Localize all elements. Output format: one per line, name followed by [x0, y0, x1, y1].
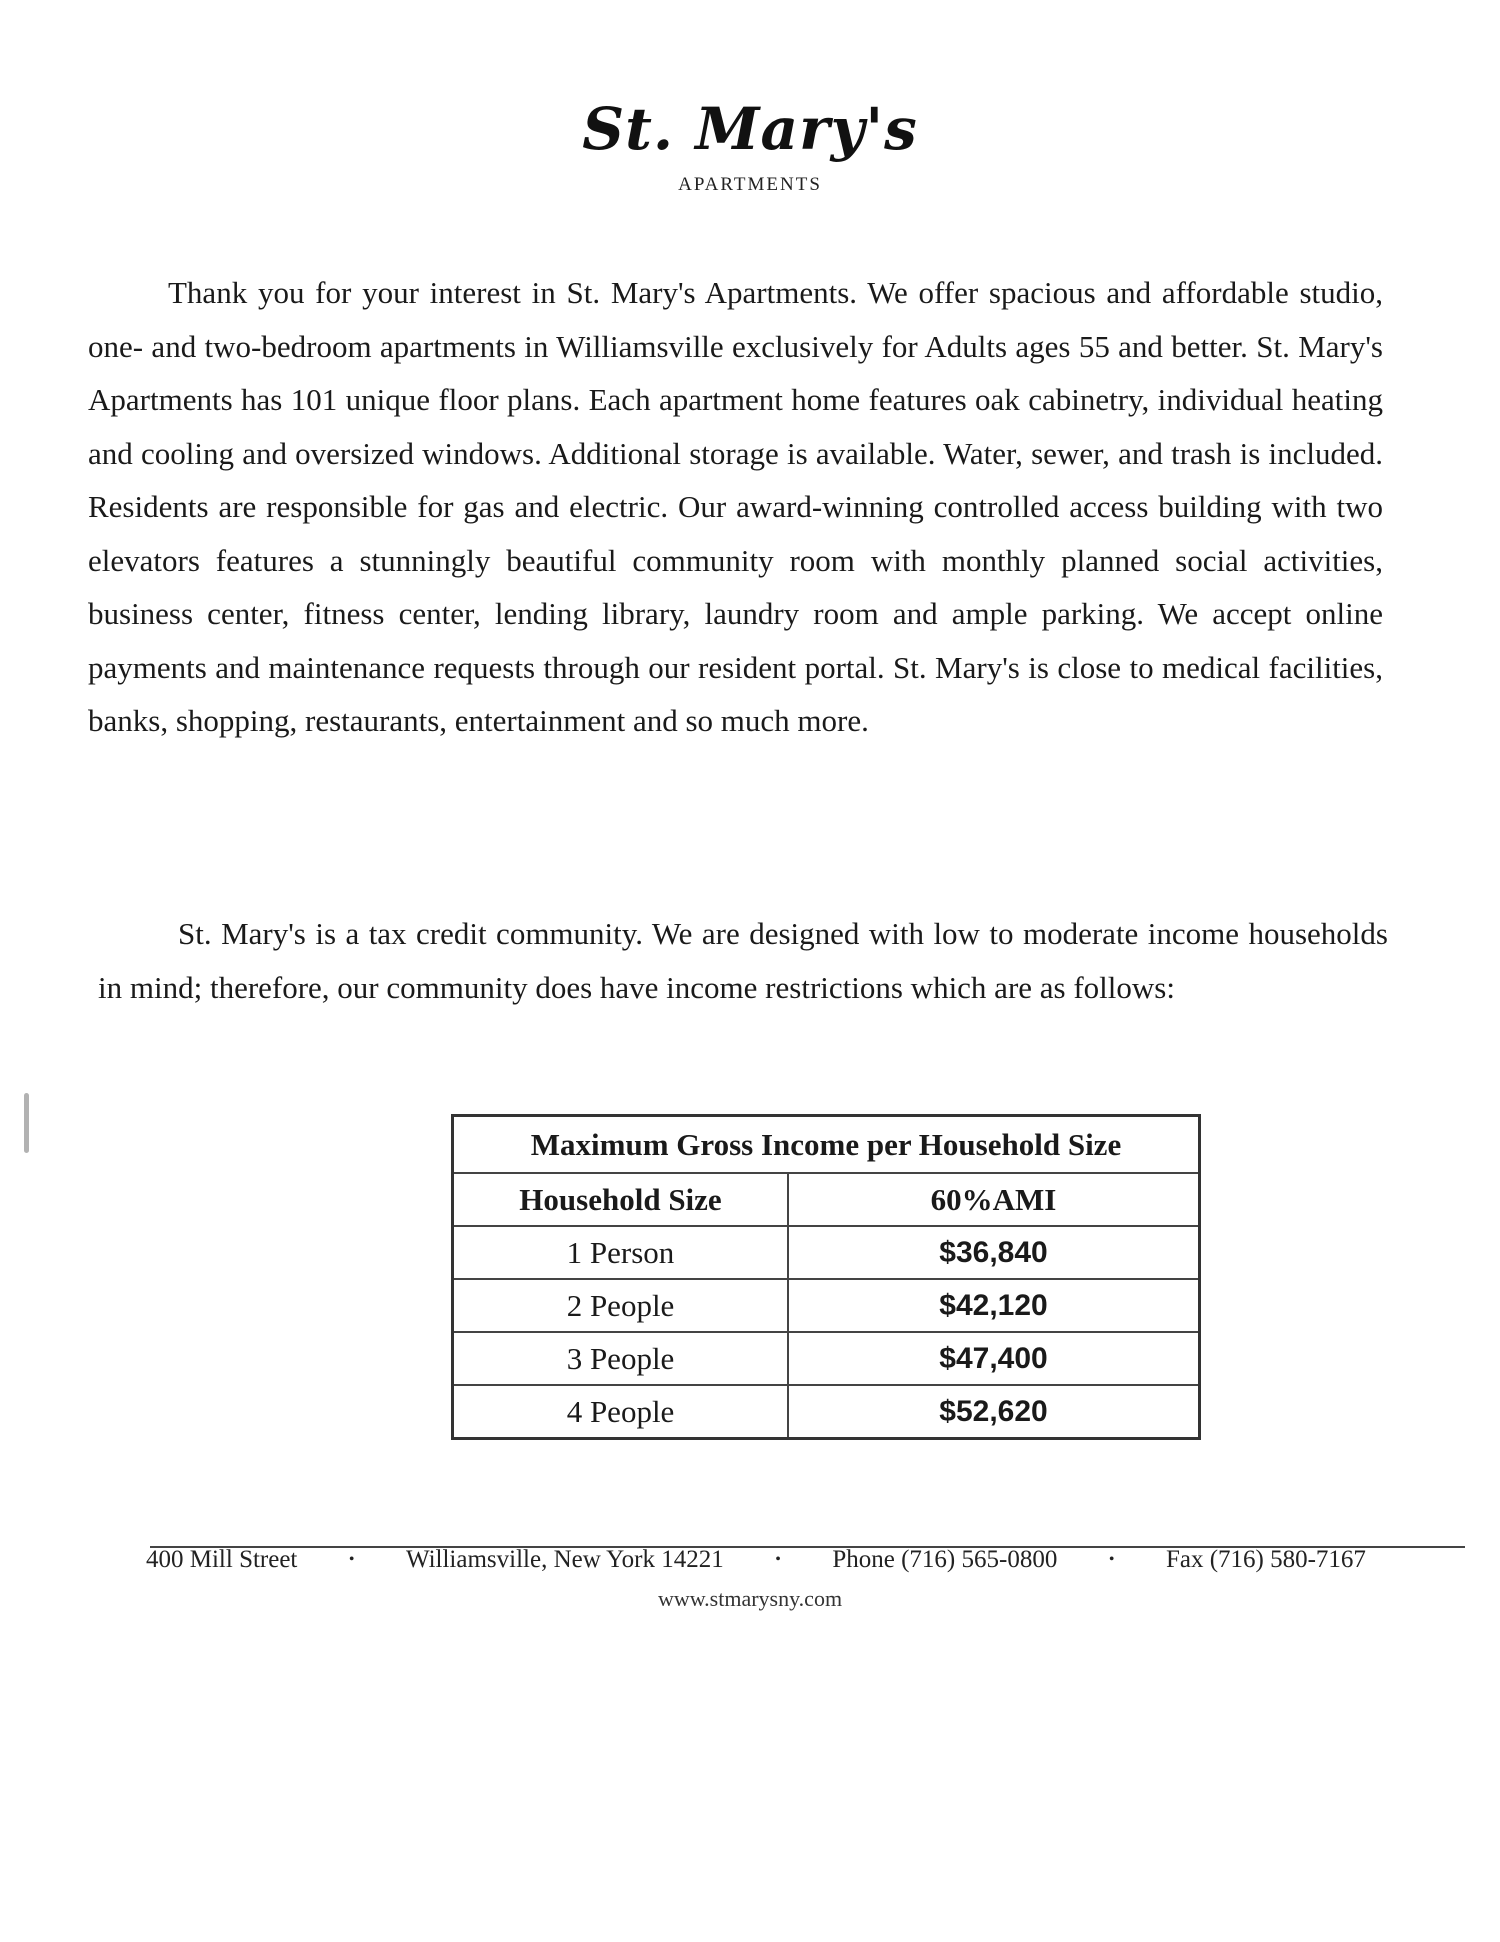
scan-mark: [24, 1093, 29, 1153]
footer-city: Williamsville, New York 14221: [406, 1546, 724, 1573]
tax-credit-paragraph: St. Mary's is a tax credit community. We are designed with low to moderate income households in mind; therefore, our community does have income restrictions which are as follows:: [98, 916, 1388, 1005]
footer-address: 400 Mill Street: [146, 1546, 298, 1573]
income-limits-table: [451, 1114, 1201, 1440]
table-row: [453, 1332, 1200, 1385]
table-row: [453, 1385, 1200, 1439]
table-header-row: [453, 1173, 1200, 1226]
household-size-cell: 3 People: [453, 1332, 789, 1385]
income-amount-cell: $52,620: [788, 1385, 1200, 1439]
footer-contact-line: [146, 1546, 1366, 1574]
column-header-ami: 60%AMI: [788, 1173, 1200, 1226]
footer-website[interactable]: www.stmarysny.com: [657, 1586, 843, 1611]
table-row: [453, 1226, 1200, 1279]
table-caption: Maximum Gross Income per Household Size: [453, 1116, 1200, 1174]
table-caption-row: [453, 1116, 1200, 1174]
income-amount-cell: $47,400: [788, 1332, 1200, 1385]
logo-subtitle: APARTMENTS: [678, 174, 822, 195]
table-row: [453, 1279, 1200, 1332]
column-header-household-size: Household Size: [453, 1173, 789, 1226]
logo-title: St. Mary's: [582, 95, 918, 163]
footer-fax: Fax (716) 580-7167: [1165, 1546, 1366, 1573]
income-amount-cell: $36,840: [788, 1226, 1200, 1279]
footer-bullet: •: [348, 1551, 355, 1568]
footer-bullet: •: [1108, 1551, 1115, 1568]
intro-paragraph: Thank you for your interest in St. Mary's Apartments. We offer spacious and affordable studio, one- and two-bedroom apartments in Williamsville exclusively for Adults ages 55 and better. St. Mary's Apartments has 101 unique floor plans. Each apartment home features oak cabinetry, individual heating and cooling and oversized windows. Additional storage is available. Water, sewer, and trash is included. Residents are responsible for gas and electric. Our award-winning controlled access building with two elevators features a stunningly beautiful community room with monthly planned social activities, business center, fitness center, lending library, laundry room and ample parking. We accept online payments and maintenance requests through our resident portal. St. Mary's is close to medical facilities, banks, shopping, restaurants, entertainment and so much more.: [88, 275, 1383, 738]
footer-bullet: •: [775, 1551, 781, 1568]
household-size-cell: 2 People: [453, 1279, 789, 1332]
income-amount-cell: $42,120: [788, 1279, 1200, 1332]
household-size-cell: 1 Person: [453, 1226, 789, 1279]
footer-phone: Phone (716) 565-0800: [832, 1546, 1058, 1573]
household-size-cell: 4 People: [453, 1385, 789, 1439]
